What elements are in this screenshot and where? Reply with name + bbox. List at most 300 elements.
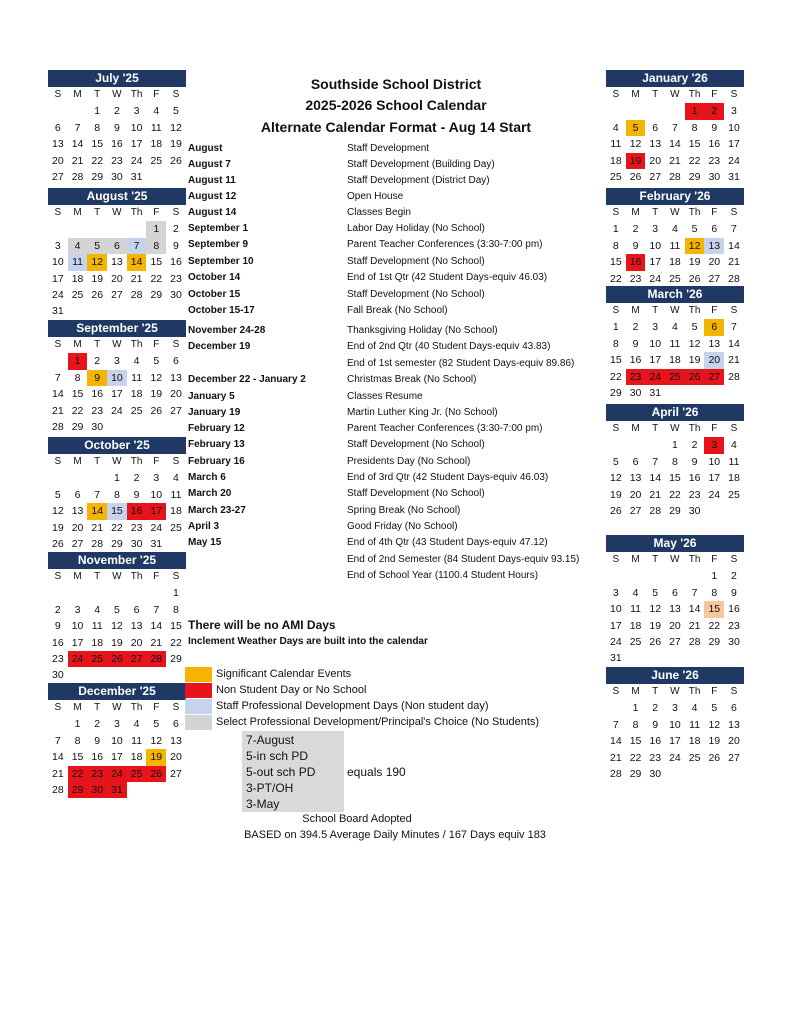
day-cell: 31	[150, 537, 163, 550]
event-date: October 14	[188, 272, 241, 283]
day-cell: 16	[649, 735, 662, 748]
day-cell: 14	[150, 620, 163, 633]
event-description: Spring Break (No School)	[347, 505, 461, 516]
month-calendar-may-2026	[606, 535, 744, 667]
day-cell: 8	[612, 337, 619, 350]
day-cell: 7	[54, 371, 61, 384]
day-cell: 7	[74, 121, 81, 134]
day-cell: 4	[691, 702, 698, 715]
weekday-label: M	[73, 89, 82, 100]
weekday-label: S	[172, 207, 180, 218]
day-cell: 7	[612, 718, 619, 731]
day-cell: 19	[170, 138, 182, 151]
blank-day	[87, 585, 107, 601]
day-cell: 14	[87, 503, 107, 519]
weekday-label: S	[172, 89, 180, 100]
day-cell: 25	[170, 521, 182, 534]
day-cell: 31	[728, 170, 740, 183]
weekday-label: S	[730, 89, 738, 100]
day-cell: 9	[87, 370, 107, 386]
month-header: January '26	[606, 70, 744, 87]
day-cell: 31	[107, 782, 127, 798]
day-cell: 13	[71, 505, 84, 518]
month-calendar-february-2026	[606, 188, 744, 287]
event-description: Staff Development (No School)	[347, 488, 485, 499]
blank-day	[107, 221, 127, 237]
day-cell: 8	[691, 121, 698, 134]
day-cell: 2	[632, 223, 639, 236]
event-description: Christmas Break (No School)	[347, 374, 477, 385]
day-cell: 13	[704, 238, 724, 254]
day-cell: 17	[111, 751, 123, 764]
day-cell: 8	[711, 586, 718, 599]
weekday-label: S	[612, 686, 620, 697]
blank-day	[68, 221, 88, 237]
day-cell: 5	[153, 718, 160, 731]
day-cell: 13	[170, 734, 182, 747]
day-cell: 10	[708, 455, 721, 468]
day-cell: 28	[71, 170, 84, 183]
event-description: Staff Development (No School)	[347, 289, 485, 300]
day-cell: 10	[728, 121, 740, 134]
day-cell: 2	[94, 718, 101, 731]
day-cell: 9	[632, 337, 639, 350]
day-cell: 18	[150, 138, 163, 151]
day-cell: 9	[652, 718, 659, 731]
day-cell: 21	[91, 521, 104, 534]
day-cell: 6	[74, 488, 81, 501]
day-cell: 12	[150, 734, 163, 747]
day-cell: 22	[91, 154, 104, 167]
day-cell: 21	[688, 619, 701, 632]
day-cell: 28	[728, 370, 740, 383]
day-cell: 18	[170, 505, 182, 518]
day-cell: 10	[107, 370, 127, 386]
district-title: Southside School District	[310, 76, 482, 92]
blank-day	[68, 470, 88, 486]
day-cell: 26	[688, 272, 701, 285]
month-calendar-july-2025	[48, 70, 186, 185]
day-cell: 29	[629, 767, 642, 780]
weekday-label: F	[153, 702, 160, 713]
day-cell: 9	[691, 455, 698, 468]
day-cell: 5	[652, 586, 659, 599]
day-cell: 23	[708, 154, 721, 167]
day-cell: 11	[150, 121, 162, 134]
event-description: End of 2nd Semester (84 Student Days-equiv 93.15)	[347, 554, 580, 565]
day-cell: 18	[130, 751, 143, 764]
day-cell: 16	[52, 636, 64, 649]
day-cell: 23	[626, 369, 646, 385]
event-description: Staff Development (No School)	[347, 256, 485, 267]
day-cell: 24	[708, 488, 721, 501]
day-cell: 1	[146, 221, 166, 237]
day-cell: 15	[688, 138, 701, 151]
event-date: August 14	[188, 207, 237, 218]
day-cell: 4	[153, 105, 160, 118]
day-cell: 13	[111, 256, 123, 269]
month-grid	[48, 454, 186, 552]
day-cell: 30	[688, 504, 701, 517]
weekday-label: Th	[130, 89, 143, 100]
weekday-label: S	[54, 571, 62, 582]
event-description: Parent Teacher Conferences (3:30-7:00 pm)	[347, 239, 543, 250]
day-cell: 18	[688, 735, 701, 748]
day-cell: 14	[728, 239, 740, 252]
weekday-label: F	[711, 207, 718, 218]
day-cell: 13	[728, 718, 740, 731]
month-grid	[48, 700, 186, 798]
day-cell: 20	[669, 619, 681, 632]
day-cell: 25	[629, 635, 642, 648]
event-description: Fall Break (No School)	[347, 305, 448, 316]
weekday-label: M	[631, 554, 640, 565]
day-cell: 15	[91, 138, 104, 151]
weekday-label: S	[612, 423, 620, 434]
day-cell: 8	[173, 603, 179, 616]
month-grid	[606, 303, 744, 401]
day-cell: 5	[173, 105, 179, 118]
day-cell: 19	[649, 619, 662, 632]
day-cell: 1	[612, 321, 619, 334]
day-cell: 9	[632, 239, 639, 252]
day-cell: 1	[94, 105, 101, 118]
day-cell: 29	[688, 170, 701, 183]
day-cell: 2	[133, 472, 140, 485]
count-line-pt-oh: 3-PT/OH	[246, 781, 294, 795]
day-cell: 8	[632, 718, 639, 731]
day-cell: 23	[170, 272, 182, 285]
event-description: Martin Luther King Jr. (No School)	[347, 407, 498, 418]
day-cell: 22	[111, 521, 123, 534]
day-cell: 16	[708, 138, 721, 151]
day-cell: 16	[626, 254, 646, 270]
day-cell: 23	[649, 751, 662, 764]
day-cell: 27	[170, 767, 182, 780]
weekday-label: S	[54, 339, 62, 350]
event-date: December 19	[188, 341, 251, 352]
day-cell: 26	[708, 751, 721, 764]
day-cell: 17	[728, 138, 740, 151]
day-cell: 18	[71, 272, 84, 285]
day-cell: 31	[52, 305, 64, 318]
day-cell: 16	[170, 256, 182, 269]
day-cell: 19	[688, 354, 701, 367]
day-cell: 11	[728, 455, 740, 468]
day-cell: 10	[52, 256, 64, 269]
blank-day	[606, 700, 626, 716]
weekday-label: Th	[130, 339, 143, 350]
day-cell: 3	[731, 105, 737, 118]
day-cell: 12	[150, 371, 163, 384]
weekday-label: F	[711, 554, 718, 565]
day-cell: 2	[632, 321, 639, 334]
day-cell: 28	[52, 420, 64, 433]
month-header: June '26	[606, 667, 744, 684]
day-cell: 17	[708, 472, 721, 485]
day-cell: 17	[610, 619, 622, 632]
day-cell: 13	[629, 472, 642, 485]
weekday-label: W	[112, 89, 122, 100]
day-cell: 24	[150, 521, 163, 534]
day-cell: 6	[671, 586, 678, 599]
weekday-label: W	[112, 339, 122, 350]
weekday-label: T	[94, 339, 101, 350]
month-grid	[606, 421, 744, 519]
weekday-label: Th	[130, 702, 143, 713]
blank-day	[606, 437, 626, 453]
weekday-label: S	[172, 456, 180, 467]
day-cell: 12	[708, 718, 721, 731]
weekday-label: T	[652, 305, 659, 316]
day-cell: 4	[612, 121, 619, 134]
day-cell: 25	[669, 272, 681, 285]
day-cell: 1	[74, 718, 81, 731]
day-cell: 26	[91, 288, 104, 301]
month-header: February '26	[606, 188, 744, 205]
day-cell: 24	[107, 766, 127, 782]
month-calendar-november-2025	[48, 552, 186, 684]
day-cell: 23	[52, 652, 64, 665]
day-cell: 3	[652, 321, 659, 334]
weekday-label: M	[73, 207, 82, 218]
weekday-label: W	[112, 456, 122, 467]
day-cell: 27	[127, 651, 147, 667]
day-cell: 13	[669, 603, 681, 616]
day-cell: 1	[68, 353, 88, 369]
day-cell: 6	[173, 355, 179, 368]
day-cell: 5	[113, 603, 120, 616]
event-description: Thanksgiving Holiday (No School)	[347, 325, 498, 336]
event-description: Staff Development	[347, 143, 430, 154]
day-cell: 20	[130, 636, 143, 649]
blank-day	[626, 568, 646, 584]
day-cell: 17	[146, 503, 166, 519]
day-cell: 27	[708, 272, 721, 285]
legend-swatch-significant	[185, 667, 212, 682]
day-cell: 4	[68, 238, 88, 254]
day-cell: 9	[113, 121, 120, 134]
day-cell: 8	[671, 455, 678, 468]
board-adopted-note: School Board Adopted	[302, 813, 412, 825]
month-grid	[606, 684, 744, 782]
day-cell: 29	[150, 288, 163, 301]
day-cell: 12	[649, 603, 662, 616]
day-cell: 8	[74, 734, 81, 747]
weekday-label: S	[730, 207, 738, 218]
event-date: February 12	[188, 423, 245, 434]
event-date: April 3	[188, 521, 220, 532]
event-description: Open House	[347, 191, 404, 202]
day-cell: 6	[652, 121, 659, 134]
day-cell: 20	[704, 352, 724, 368]
day-cell: 11	[689, 718, 701, 731]
day-cell: 26	[150, 404, 163, 417]
blank-day	[107, 585, 127, 601]
weekday-label: S	[612, 207, 620, 218]
event-date: October 15	[188, 289, 241, 300]
day-cell: 9	[133, 488, 140, 501]
day-cell: 27	[669, 635, 681, 648]
weekday-label: T	[94, 571, 101, 582]
weekday-label: M	[73, 571, 82, 582]
day-cell: 3	[74, 603, 81, 616]
weekday-label: S	[730, 423, 738, 434]
month-grid	[606, 552, 744, 667]
day-cell: 8	[612, 239, 619, 252]
weekday-label: F	[153, 89, 160, 100]
day-cell: 25	[87, 651, 107, 667]
month-calendar-september-2025	[48, 320, 186, 435]
day-cell: 14	[610, 735, 622, 748]
day-cell: 18	[91, 636, 104, 649]
day-cell: 19	[52, 521, 64, 534]
day-cell: 22	[68, 766, 88, 782]
day-cell: 10	[669, 718, 681, 731]
blank-day	[645, 568, 665, 584]
day-cell: 21	[52, 404, 64, 417]
day-cell: 15	[704, 601, 724, 617]
weekday-label: T	[94, 702, 101, 713]
event-description: End of 4th Qtr (43 Student Days-equiv 47.12)	[347, 537, 548, 548]
day-cell: 25	[688, 751, 701, 764]
day-cell: 18	[629, 619, 642, 632]
day-cell: 24	[645, 369, 665, 385]
day-cell: 21	[52, 767, 64, 780]
day-cell: 21	[669, 154, 681, 167]
weekday-label: S	[54, 207, 62, 218]
day-cell: 23	[728, 619, 740, 632]
blank-day	[626, 437, 646, 453]
day-cell: 3	[704, 437, 724, 453]
day-cell: 25	[150, 154, 163, 167]
blank-day	[87, 470, 107, 486]
day-cell: 23	[87, 766, 107, 782]
day-cell: 3	[612, 586, 619, 599]
day-cell: 19	[146, 749, 166, 765]
day-cell: 21	[150, 636, 163, 649]
day-cell: 5	[612, 455, 619, 468]
event-date: May 15	[188, 537, 222, 548]
day-cell: 17	[71, 636, 84, 649]
day-cell: 26	[146, 766, 166, 782]
day-cell: 23	[130, 521, 143, 534]
event-date: January 19	[188, 407, 241, 418]
day-cell: 27	[728, 751, 740, 764]
weekday-label: S	[172, 702, 180, 713]
day-cell: 24	[68, 651, 88, 667]
day-cell: 4	[632, 586, 639, 599]
event-description: End of 2nd Qtr (40 Student Days-equiv 43.83)	[347, 341, 551, 352]
day-cell: 15	[629, 735, 642, 748]
blank-day	[626, 103, 646, 119]
day-cell: 9	[711, 121, 718, 134]
day-cell: 1	[113, 472, 120, 485]
day-cell: 14	[728, 337, 740, 350]
month-calendar-january-2026	[606, 70, 744, 185]
day-cell: 2	[173, 223, 179, 236]
day-cell: 26	[685, 369, 705, 385]
day-cell: 19	[91, 272, 104, 285]
day-cell: 6	[54, 121, 61, 134]
event-date: October 15-17	[188, 305, 255, 316]
day-cell: 7	[691, 586, 698, 599]
month-calendar-october-2025	[48, 437, 186, 552]
count-line-may: 3-May	[246, 797, 280, 811]
event-description: Staff Development (No School)	[347, 439, 485, 450]
month-header: July '25	[48, 70, 186, 87]
day-cell: 28	[728, 272, 740, 285]
day-cell: 20	[629, 488, 642, 501]
weekday-label: T	[94, 207, 101, 218]
day-cell: 8	[146, 238, 166, 254]
day-cell: 19	[111, 636, 123, 649]
day-cell: 30	[91, 420, 104, 433]
blank-day	[48, 470, 68, 486]
event-description: Parent Teacher Conferences (3:30-7:00 pm)	[347, 423, 543, 434]
day-cell: 14	[127, 254, 147, 270]
day-cell: 28	[91, 537, 104, 550]
event-description: Staff Development (District Day)	[347, 175, 490, 186]
weekday-label: W	[670, 686, 680, 697]
event-description: Presidents Day (No School)	[347, 456, 471, 467]
event-description: End of School Year (1100.4 Student Hours)	[347, 570, 539, 581]
day-cell: 16	[629, 354, 642, 367]
month-calendar-april-2026	[606, 404, 744, 519]
day-cell: 15	[150, 256, 163, 269]
weekday-label: W	[112, 702, 122, 713]
day-cell: 1	[711, 570, 718, 583]
day-cell: 24	[649, 272, 662, 285]
day-cell: 23	[629, 272, 642, 285]
legend-label-no-school: Non Student Day or No School	[216, 684, 367, 696]
day-cell: 14	[52, 751, 64, 764]
weekday-label: W	[670, 207, 680, 218]
day-cell: 3	[54, 239, 61, 252]
day-cell: 27	[52, 170, 64, 183]
blank-day	[48, 103, 68, 119]
month-header: April '26	[606, 404, 744, 421]
day-cell: 24	[111, 404, 123, 417]
day-cell: 15	[610, 256, 622, 269]
count-line-in-school-pd: 5-in sch PD	[246, 749, 309, 763]
day-cell: 6	[731, 702, 737, 715]
day-cell: 13	[649, 138, 662, 151]
weekday-label: T	[652, 686, 659, 697]
day-cell: 3	[133, 105, 140, 118]
day-cell: 10	[130, 121, 143, 134]
day-cell: 31	[130, 170, 143, 183]
weekday-label: W	[670, 423, 680, 434]
day-cell: 9	[731, 586, 737, 599]
event-date: September 1	[188, 223, 249, 234]
blank-day	[665, 568, 685, 584]
day-cell: 5	[711, 702, 718, 715]
day-cell: 25	[127, 766, 147, 782]
day-cell: 26	[52, 537, 64, 550]
day-cell: 14	[669, 138, 681, 151]
weekday-label: Th	[688, 305, 701, 316]
day-cell: 24	[669, 751, 681, 764]
weekday-label: F	[711, 305, 718, 316]
event-date: November 24-28	[188, 325, 266, 336]
day-cell: 15	[71, 388, 84, 401]
day-cell: 8	[74, 371, 81, 384]
weekday-label: F	[153, 339, 160, 350]
day-cell: 18	[728, 472, 740, 485]
day-cell: 11	[131, 371, 143, 384]
day-cell: 4	[133, 718, 140, 731]
